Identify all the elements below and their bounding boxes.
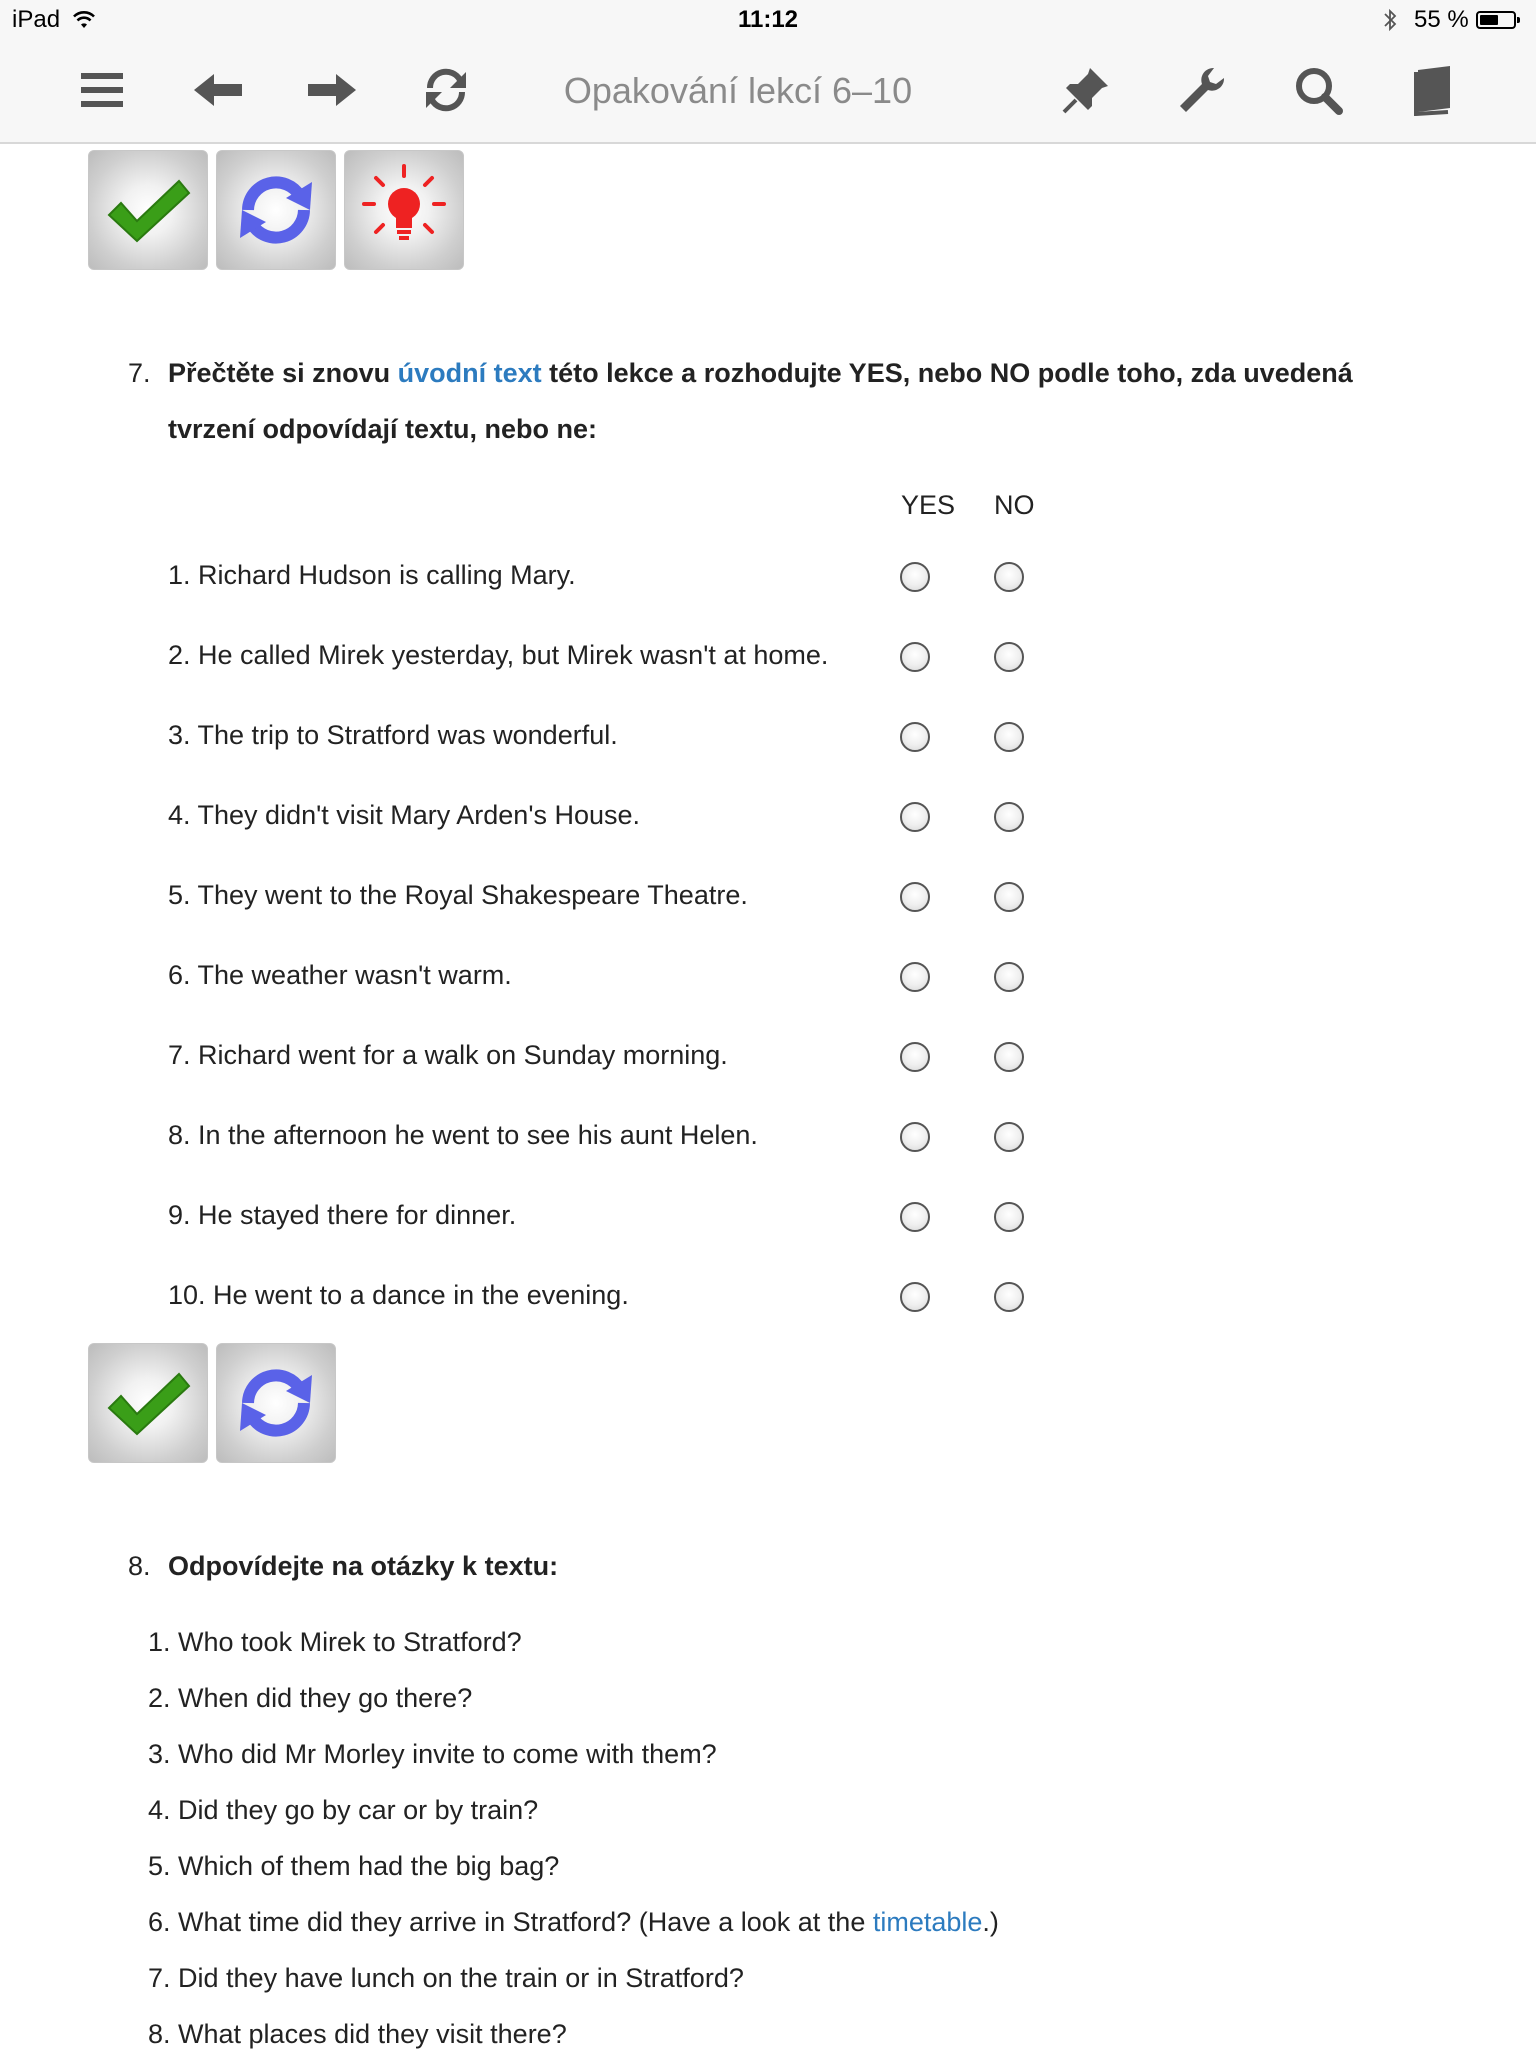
statement-text: 5. They went to the Royal Shakespeare Theatre. — [168, 880, 748, 910]
radio-no[interactable] — [994, 802, 1024, 832]
radio-yes[interactable] — [900, 882, 930, 912]
clock: 11:12 — [737, 6, 799, 33]
status-bar — [0, 0, 1536, 40]
battery-fill — [1480, 15, 1498, 25]
bluetooth-icon — [1382, 7, 1398, 40]
column-header-yes: YES — [901, 490, 956, 520]
battery-icon — [1476, 11, 1516, 29]
question-item: 1. Who took Mirek to Stratford? — [148, 1627, 522, 1657]
statement-text: 1. Richard Hudson is calling Mary. — [168, 560, 576, 590]
statement-text: 8. In the afternoon he went to see his aunt Helen. — [168, 1120, 758, 1150]
exercise-controls-top — [88, 150, 464, 270]
check-answers-button[interactable] — [88, 1343, 208, 1463]
question-item: 6. What time did they arrive in Stratford? (Have a look at the timetable.) — [148, 1907, 999, 1937]
radio-yes[interactable] — [900, 1282, 930, 1312]
intro-text-link[interactable]: úvodní text — [397, 358, 542, 388]
lightbulb-icon — [354, 160, 454, 260]
radio-yes[interactable] — [900, 1042, 930, 1072]
hint-button[interactable] — [344, 150, 464, 270]
radio-no[interactable] — [994, 562, 1024, 592]
reset-button[interactable] — [216, 150, 336, 270]
battery-percent: 55 % — [1414, 6, 1469, 33]
question-item: 3. Who did Mr Morley invite to come with them? — [148, 1739, 717, 1769]
device-name: iPad — [12, 6, 61, 33]
heading-text: Přečtěte si znovu — [168, 358, 398, 388]
exercise-controls-q7 — [88, 1343, 336, 1463]
question-item: 8. What places did they visit there? — [148, 2019, 567, 2049]
statement-text: 10. He went to a dance in the evening. — [168, 1280, 629, 1310]
question-item: 4. Did they go by car or by train? — [148, 1795, 539, 1825]
radio-yes[interactable] — [900, 562, 930, 592]
page-title: Opakování lekcí 6–10 — [563, 70, 913, 111]
radio-yes[interactable] — [900, 1122, 930, 1152]
radio-yes[interactable] — [900, 1202, 930, 1232]
statement-text: 7. Richard went for a walk on Sunday morning. — [168, 1040, 728, 1070]
radio-no[interactable] — [994, 882, 1024, 912]
refresh-icon — [228, 162, 324, 258]
forward-arrow-icon[interactable] — [302, 60, 362, 120]
pin-icon[interactable] — [1056, 60, 1116, 120]
menu-icon[interactable] — [72, 60, 132, 120]
statement-text: 4. They didn't visit Mary Arden's House. — [168, 800, 641, 830]
statement-text: 9. He stayed there for dinner. — [168, 1200, 517, 1230]
radio-yes[interactable] — [900, 642, 930, 672]
question-item: 2. When did they go there? — [148, 1683, 473, 1713]
radio-yes[interactable] — [900, 722, 930, 752]
radio-no[interactable] — [994, 1122, 1024, 1152]
question-item: 7. Did they have lunch on the train or in Stratford? — [148, 1963, 744, 1993]
question-item: 5. Which of them had the big bag? — [148, 1851, 560, 1881]
radio-no[interactable] — [994, 1282, 1024, 1312]
radio-no[interactable] — [994, 722, 1024, 752]
reset-button[interactable] — [216, 1343, 336, 1463]
statement-text: 6. The weather wasn't warm. — [168, 960, 512, 990]
statement-text: 3. The trip to Stratford was wonderful. — [168, 720, 618, 750]
question-8-heading: Odpovídejte na otázky k textu: — [168, 1551, 559, 1581]
search-icon[interactable] — [1288, 60, 1348, 120]
timetable-link[interactable]: timetable — [872, 1907, 983, 1937]
toolbar — [0, 40, 1536, 144]
back-arrow-icon[interactable] — [188, 60, 248, 120]
checkmark-icon — [103, 175, 193, 245]
radio-no[interactable] — [994, 962, 1024, 992]
heading-text: této lekce a rozhodujte YES, nebo NO podle toho, zda uvedená tvrzení odpovídají textu, nebo ne: — [168, 358, 1353, 444]
question-number: 7. — [128, 358, 151, 388]
radio-no[interactable] — [994, 1202, 1024, 1232]
wrench-icon[interactable] — [1172, 60, 1232, 120]
question-number: 8. — [128, 1551, 151, 1581]
question-7-heading — [168, 345, 1428, 457]
radio-no[interactable] — [994, 1042, 1024, 1072]
book-icon[interactable] — [1404, 60, 1464, 120]
radio-yes[interactable] — [900, 802, 930, 832]
statement-text: 2. He called Mirek yesterday, but Mirek wasn't at home. — [168, 640, 829, 670]
column-header-no: NO — [994, 490, 1035, 520]
check-answers-button[interactable] — [88, 150, 208, 270]
radio-no[interactable] — [994, 642, 1024, 672]
checkmark-icon — [103, 1368, 193, 1438]
reload-icon[interactable] — [416, 60, 476, 120]
radio-yes[interactable] — [900, 962, 930, 992]
refresh-icon — [228, 1355, 324, 1451]
